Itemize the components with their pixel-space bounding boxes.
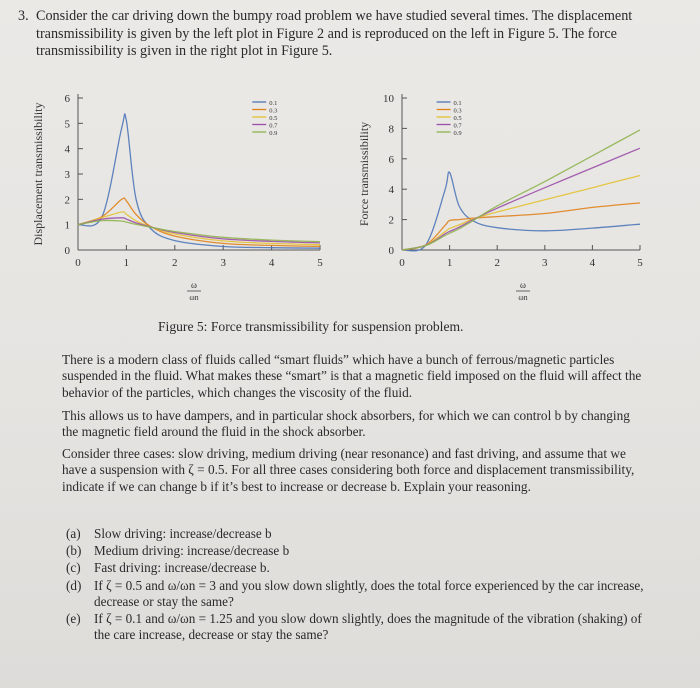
force-plot [357,93,643,302]
x-tick-label: 1 [446,257,453,269]
legend-label: 0.3 [453,107,462,115]
part-text: Medium driving: increase/decrease b [94,543,290,559]
figure-caption: Figure 5: Force transmissibility for suspension problem. [158,319,464,334]
legend-label: 0.3 [269,107,278,115]
y-axis-label: Force transmissibility [357,121,371,227]
legend-label: 0.9 [453,130,462,137]
x-tick-label: 0 [399,257,405,269]
legend-label: 0.5 [269,115,278,122]
y-tick-label: 10 [383,93,394,105]
part-text: Fast driving: increase/decrease b. [94,560,270,576]
x-tick-label: 5 [317,257,323,269]
y-tick-label: 4 [388,184,394,197]
paragraph-three-cases: Consider three cases: slow driving, medium driving (near resonance) and fast driving, and assume that we have a suspension with ζ = 0.5. For all three cases considering both force and displacement transmissibility, indicate if we can change b if it’s best to increase or decrease b. Explain your reasoning. [62,446,635,494]
part-c [66,560,656,576]
part-label: (d) [66,577,82,593]
y-tick-label: 1 [64,219,70,232]
series-line-zeta-0.5 [78,212,320,245]
y-tick-label: 2 [388,214,394,227]
y-tick-label: 8 [388,123,394,136]
y-axis-label: Displacement transmissibility [31,102,45,246]
x-tick-label: 4 [268,257,275,269]
x-tick-label: 2 [172,257,178,269]
legend-label: 0.9 [269,130,278,137]
y-tick-label: 0 [388,245,394,257]
y-tick-label: 6 [388,153,394,166]
series-line-zeta-0.3 [402,203,640,250]
figure-5-plots [30,80,670,310]
problem-intro [18,8,656,61]
series-line-zeta-0.3 [78,198,320,247]
part-text: Slow driving: increase/decrease b [94,526,272,541]
y-tick-label: 6 [64,93,70,105]
y-tick-label: 4 [64,143,70,156]
series-line-zeta-0.9 [402,130,640,250]
part-e [66,611,656,643]
legend-label: 0.1 [269,100,278,107]
problem-number: 3. [18,8,29,24]
paragraph-smart-fluids: There is a modern class of fluids called “smart fluids” which have a bunch of ferrous/magnetic particles suspended in the fluid. What makes these “smart” is that a magnetic field imposed on the fluid will affect the behavior of the particles, which changes the viscosity of the fluid. [62,352,642,400]
part-d [66,578,656,610]
x-label-numerator: ω [191,280,197,290]
y-tick-label: 5 [64,118,70,131]
x-label-denominator: ωn [518,293,528,302]
legend-label: 0.7 [269,122,278,130]
x-tick-label: 4 [589,257,596,269]
x-tick-label: 5 [637,257,643,269]
displacement-plot [31,93,323,302]
legend-label: 0.5 [453,115,462,122]
legend-label: 0.1 [453,100,462,107]
legend-label: 0.7 [453,122,462,130]
paragraph-dampers: This allows us to have dampers, and in particular shock absorbers, for which we can control b by changing the magnetic field around the fluid in the shock absorber. [62,408,630,440]
problem-intro-text: Consider the car driving down the bumpy road problem we have studied several times. The displacement transmissibility is given by the left plot in Figure 2 and is reproduced on the left in Figure 5. The force transmissibility is given in the right plot in Figure 5. [36,8,633,60]
x-tick-label: 1 [123,257,130,269]
x-tick-label: 0 [75,257,81,269]
y-tick-label: 0 [64,245,70,257]
y-tick-label: 3 [64,169,70,181]
series-line-zeta-0.1 [78,114,320,248]
part-text: If ζ = 0.1 and ω/ωn = 1.25 and you slow down slightly, does the magnitude of the vibration (shaking) of the care increase, decrease or stay the same? [94,611,642,643]
x-label-denominator: ωn [189,293,199,302]
part-label: (e) [66,611,81,627]
x-label-numerator: ω [520,280,526,290]
part-label: (a) [66,526,81,541]
x-tick-label: 3 [220,257,226,269]
y-tick-label: 2 [64,194,70,207]
figure-5 [30,80,670,315]
part-text: If ζ = 0.5 and ω/ωn = 3 and you slow down slightly, does the total force experienced by the car increase, decrease or stay the same? [94,577,644,609]
series-line-zeta-0.7 [78,218,320,243]
x-tick-label: 3 [542,257,548,269]
part-b [66,543,656,559]
part-label: (c) [66,560,81,576]
part-label: (b) [66,543,82,559]
part-a [66,526,656,542]
x-tick-label: 2 [494,257,500,269]
question-parts [66,526,656,644]
